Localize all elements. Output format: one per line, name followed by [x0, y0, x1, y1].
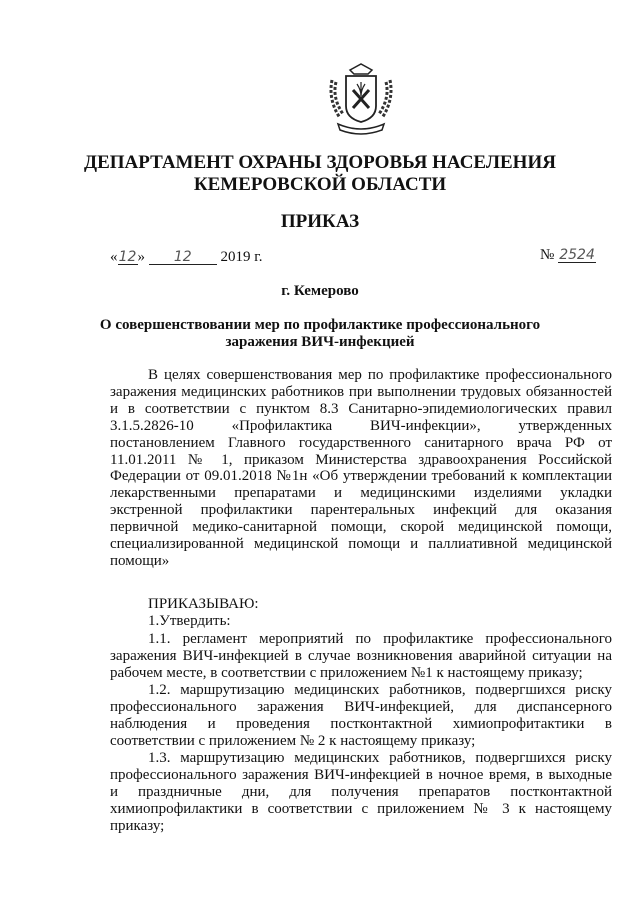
text-line: постановлением Главного государственного санитарного врача РФ от	[110, 434, 612, 451]
text-line: наблюдения и проведения постконтактной химиопрофитактики в	[110, 716, 612, 732]
document-type: ПРИКАЗ	[280, 211, 360, 232]
coat-of-arms-emblem	[326, 62, 396, 136]
department-name-line1: ДЕПАРТАМЕНТ ОХРАНЫ ЗДОРОВЬЯ НАСЕЛЕНИЯ	[84, 152, 556, 173]
text-line: и в соответствии с пунктом 8.3 Санитарно-эпидемиологических правил	[110, 400, 612, 417]
text-line: Федерации от 09.01.2018 №1н «Об утверждении требований к комплектации	[110, 468, 612, 485]
text-line: 1.3. маршрутизацию медицинских работников, подвергшихся риску	[148, 750, 612, 766]
order-number	[540, 247, 596, 264]
text-line: соответствии с приложением № 2 к настоящему приказу;	[110, 733, 476, 749]
date-field	[110, 249, 262, 266]
order-label: ПРИКАЗЫВАЮ:	[148, 596, 259, 612]
text-line: экстренной профилактики парентеральных инфекций для оказания	[110, 502, 612, 519]
text-line: рабочем месте, в соответствии с приложением №1 к настоящему приказу;	[110, 665, 583, 681]
date-year: 2019 г.	[220, 249, 263, 265]
date-quote-close: »	[137, 249, 145, 265]
text-line: 3.1.5.2826-10 «Профилактика ВИЧ-инфекции», утвержденных	[110, 417, 612, 434]
text-line: заражения ВИЧ-инфекцией в случае возникновения аварийной ситуации на	[110, 648, 612, 664]
city: г. Кемерово	[281, 283, 359, 299]
text-line: 1.2. маршрутизацию медицинских работников, подвергшихся риску	[148, 682, 612, 698]
order-title-line1: О совершенствовании мер по профилактике профессионального	[99, 317, 541, 333]
text-line: профессионального заражения ВИЧ-инфекцией, для диспансерного	[110, 699, 612, 715]
order-title-line2: заражения ВИЧ-инфекцией	[225, 334, 415, 350]
text-line: лекарственными препаратами и медицинскими изделиями укладки	[110, 485, 612, 502]
text-line: первичной медико-санитарной помощи, скорой медицинской помощи,	[110, 519, 612, 536]
text-line: 11.01.2011 № 1, приказом Министерства здравоохранения Российской	[110, 451, 612, 468]
item-1: 1.Утвердить:	[148, 613, 231, 629]
text-line: 1.1. регламент мероприятий по профилактике профессионального	[148, 631, 612, 647]
text-line: химиопрофилактики в соответствии с приложением № 3 к настоящему	[110, 801, 612, 817]
text-line: и праздничные дни, для получения препаратов постконтактной	[110, 784, 612, 800]
text-line: В целях совершенствования мер по профилактике профессионального	[148, 367, 612, 383]
text-line: приказу;	[110, 818, 165, 834]
text-line: профессионального заражения ВИЧ-инфекцией в ночное время, в выходные	[110, 767, 612, 783]
text-line: заражения медицинских работников при выполнении трудовых обязанностей	[110, 383, 612, 400]
number-label: №	[540, 247, 555, 263]
text-line: помощи»	[110, 552, 170, 569]
text-line: специализированной медицинской помощи и паллиативной медицинской	[110, 536, 612, 552]
department-name-line2: КЕМЕРОВСКОЙ ОБЛАСТИ	[193, 174, 447, 195]
date-quote-open: «	[110, 249, 118, 265]
date-day: 12	[118, 249, 137, 265]
number-value: 2524	[559, 247, 595, 263]
date-month: 12	[149, 250, 217, 265]
